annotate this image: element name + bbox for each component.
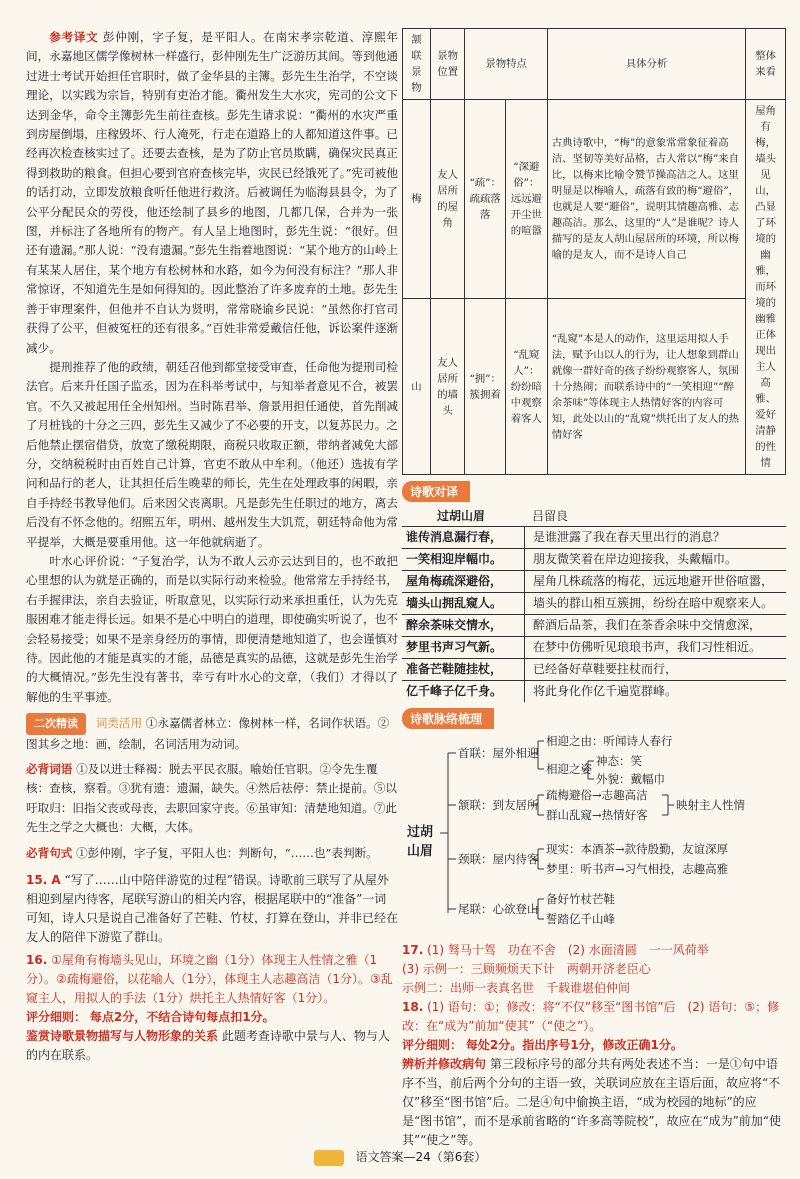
- poem-line: 屋角梅疏深避俗， 屋角几株疏落的梅花，远远地避开世俗喧嚣，: [402, 570, 786, 592]
- poem-banner: 诗歌对译: [402, 481, 470, 502]
- table-cell: 友人居所的屋角: [430, 100, 465, 299]
- second-reading-tag: 二次精读: [26, 713, 86, 734]
- tree-node: 映射主人性情: [676, 798, 745, 812]
- second-reading: [26, 713, 398, 754]
- translation-para-3: 叶水心评价说：“子复治学，认为不敢人云亦云达到目的，也不敢把心里想的认为就是正确的，而是以实际行动来检验。他常常左手持经书，右手握律法，亲自去验证，听取意见，以实际行动来承担重任，认为先克服困难才能走得长远。如果不是心中明白的道理，即使确实听说了，也不会轻易接受；如果不是亲身经历的事情，即便清楚地知道了，也会谨慎对待。因此他的才能是真实的才能，品德是真实的品德，这就是彭先生治学的大概情况。”彭先生没有著书，幸亏有叶水心的文章，（我们）才得以了解他的生平事迹。: [26, 553, 398, 704]
- answer-16: 16. ①屋角有梅墙头见山，环境之幽（1分）体现主人性情之雅（1分）。②疏梅避俗，以花喻人（1分），体现主人志趣高洁（1分）。③乱窥主人，用拟人的手法（1分）烘托主人热情好客（1分）。: [26, 953, 393, 1006]
- tree-node: 群山乱窥→热情好客: [546, 808, 648, 822]
- table-cell: “深避俗”：远远避开尘世的喧嚣: [505, 100, 547, 299]
- left-column: [26, 28, 398, 1065]
- table-cell: 古典诗歌中，“梅”的意象常常象征着高洁、坚韧等美好品格，古人常以“梅”来自比，以梅来比喻令赞节操高洁之人。这里明显是以梅喻人，疏落有致的梅“避俗”，也就是人要“避俗”，说明其情趣高雅、志趣高洁。那么，这里的“人”是谁呢？诗人描写的是友人胡山屋居所的环境，所以梅喻的是友人，而不是诗人自己: [547, 100, 745, 299]
- translation-para-2: 提刑推荐了他的政绩，朝廷召他到都堂接受审查，任命他为提刑司检法官。后来升任国子监丞，因为在科举考试中，与知举者意见不合，被罢官。不久又被起用任全州知州。当时陈君举、詹景用担任通使，首先削减了月桩钱的十分之三四，彭先生又减少了不必要的开支，以复苏民力。之后他禁止摆宿借贷，放宽了缴税期限，商税只收取正额，带纳者减免大部分，交纳税税时由百姓自己计算，官吏不敢从中牟利。（他还）选拔有学问和品行的老人，让其担任后生晚辈的师长，先生在处理政事的闲暇，亲自手持经书教导他们。后来因父丧离职。凡是彭先生任职过的地方，离去后没有不怀念他的。绍熙五年，明州、越州发生大饥荒，朝廷特命他为常平提举，大概是要重用他。这一年他就病逝了。: [26, 359, 398, 549]
- poem-title: 过胡山眉: [436, 509, 485, 523]
- tree-hanlian: 颔联：到友居所: [458, 798, 539, 812]
- bei-ju: [26, 844, 398, 863]
- table-header: 具体分析: [547, 29, 745, 100]
- structure-banner: 诗歌脉络梳理: [402, 708, 494, 729]
- answer-15: 15. A “写了……山中陪伴游览的过程”错误。诗歌前三联写了从屋外相迎到屋内待客，尾联写游山的相关内容，根据尾联中的“准备”一词可知，诗人只是说自己准备好了芒鞋、竹杖，打算在登山，并非已经在友人的陪伴下游览了群山。: [26, 873, 399, 945]
- poem-line: 准备芒鞋随挂杖， 已经备好草鞋要拄杖而行，: [402, 658, 786, 680]
- poem-line: 梦里书声习气新。 在梦中仿佛听见琅琅书声，我们习性相近。: [402, 636, 786, 658]
- answer-18-score: 评分细则： 每处2分。指出序号1分，修改正确1分。: [402, 1038, 683, 1052]
- bei-ci-label: 必背词语: [26, 762, 73, 777]
- tree-node: 相迎之由：听闻诗人春行: [546, 734, 673, 748]
- structure-tree: [402, 733, 786, 933]
- answer-17-3: (3) 示例一：三顾频烦天下计 两朝开济老臣心: [402, 962, 651, 976]
- poem-line: 墙头山拥乱窥人。 墙头的群山相互簇拥，纷纷在暗中观察来人。: [402, 592, 786, 614]
- tree-node: 备好竹杖芒鞋: [546, 892, 615, 906]
- answer-16-method: 鉴赏诗歌景物描写与人物形象的关系 此题考查诗歌中景与人、物与人的内在联系。: [26, 1029, 390, 1063]
- poem-author: 吕留良: [532, 509, 569, 523]
- bei-ci: [26, 760, 398, 838]
- answer-18-method: 辨析并修改病句 第三段标序号的部分共有两处表述不当：一是①句中语序不当，前后两个分句的主语一致，关联词应放在主语后面，故应将“不仅”移至“图书馆”后。二是④句中偷换主语，“成为校园的地标”的应是“图书馆”，而不是承前省略的“许多高等院校”，故应在“成为”前加“使其”“使之”等。: [402, 1057, 781, 1147]
- publisher-logo-icon: [314, 1150, 344, 1166]
- table-cell: “乱窥”本是人的动作，这里运用拟人手法，赋予山以人的行为，让人想象到群山就像一群好奇的孩子纷纷观察客人，氛围十分热闹；而联系诗中的“一笑相迎”“醉余茶味”等体现主人热情好客的内容可知，此处以山的“乱窥”烘托出了友人的热情好客: [547, 299, 745, 475]
- answer-17-4: 示例二：出师一表真名世 千载谁堪伯仲间: [402, 981, 631, 995]
- tree-shoulian: 首联：屋外相迎: [458, 746, 539, 760]
- tree-node: 梦里：听书声→习气相投，志趣高雅: [546, 862, 729, 876]
- table-cell: 友人居所的墙头: [430, 299, 465, 475]
- table-row: [403, 100, 786, 299]
- poem-line: 一笑相迎岸幅巾。 朋友微笑着在岸边迎接我，头戴幅巾。: [402, 548, 786, 570]
- analysis-table: [402, 28, 786, 475]
- ci-label: 词类活用: [95, 716, 143, 731]
- page-footer: [0, 1148, 800, 1166]
- table-cell: “疏”：疏疏落落: [465, 100, 505, 299]
- translation-label: 参考译文: [49, 30, 99, 44]
- ci-text: ①永嘉儒者林立：像树林一样，名词作状语。②图其乡之地：画，绘制，名词活用为动词。: [26, 716, 390, 751]
- bei-ci-text: ①及以进士释褐：脱去平民衣服。喻始任官职。②令先生覆核：查核，察看。③犹有遗：遗漏，缺失。④然后祛停：禁止提前。⑤以吁取归：旧指父丧或母丧，去职回家守丧。⑥虽审知：清楚地知道。⑦此先生之学之大概也：大概，大体。: [26, 762, 398, 835]
- tree-node: 誓踏亿千山峰: [546, 912, 615, 926]
- translation-para-1: 参考译文 彭仲刚，字子复，是平阳人。在南宋孝宗乾道、淳熙年间，永嘉地区儒学像树林一样盛行，彭仲刚先生广泛游历其间。等到他通过进士考试开始担任官职时，做了金华县的主簿。彭先生生治学，不空谈理论，以实践为宗旨，特别有吏治才能。衢州发生大水灾，宪司的公文下达到金华，命令主簿彭先生前往查核。彭先生请求说：“衢州的水灾严重到房屋倒塌，庄稼毁坏、行人淹死，行走在道路上的人都知道这件事。已经再次检查核实过了。还要去查核，是为了防止官员欺瞒，确保灾民真正得到救助的粮食。但担心要到官府查核完毕，灾民已经饿死了。”宪司被他的话打动，立即发放粮食听任他进行救济。后被调任为临海县县令，为了公平分配民众的劳役，他还绘制了县乡的地图，几都几保，合并为一张图，并标注了各地所有的物产。有人呈上地图时，彭先生说：“很好。但还有遗漏。”那人说：“没有遗漏。”彭先生指着地图说：“某个地方的山岭上有某某人居住，某个地方有松树林和水路，如今为何没有标注？”那人非常惊讶，不知道先生是如何得知的。因此整治了许多废弃的土地。彭先生善于审理案件，但他并不自认为贤明，常常晓谕乡民说：“虽然你打官司获得了公平，但被冤枉的还有很多。”百姓非常爱戴信任他，诉讼案件逐渐减少。: [26, 30, 398, 355]
- table-cell: “乱窥人”：纷纷暗中观察着客人: [505, 299, 547, 475]
- table-header: 景物特点: [465, 29, 547, 100]
- table-header: 景物位置: [430, 29, 465, 100]
- poem-line: 谁传消息漏行春， 是谁泄露了我在春天里出行的消息？: [402, 526, 786, 548]
- table-cell: “拥”：簇拥着: [465, 299, 505, 475]
- table-row: [403, 299, 786, 475]
- poem-lines: [402, 526, 786, 702]
- poem-header: [402, 506, 786, 526]
- tree-node: 外貌：戴幅巾: [596, 772, 665, 786]
- bei-ju-text: ①彭仲刚，字子复，平阳人也：判断句，“……也”表判断。: [76, 845, 378, 860]
- tree-jinglian: 颈联：屋内待客: [458, 852, 539, 866]
- right-column: [402, 28, 786, 1150]
- tree-weilian: 尾联：心欲登山: [458, 902, 539, 916]
- bei-ju-label: 必背句式: [26, 845, 73, 860]
- poem-line: 亿千峰子亿千身。 将此身化作亿千遍览群峰。: [402, 680, 786, 702]
- tree-node: 相迎之姿: [546, 762, 592, 776]
- answer-17: 17. (1) 驽马十驾 功在不舍 (2) 水面清圆 一一风荷举: [402, 943, 709, 957]
- table-header: 颔联景物: [403, 29, 431, 100]
- tree-root: 过胡山眉: [406, 825, 433, 859]
- table-header: 整体来看: [746, 29, 786, 100]
- tree-node: 神态：笑: [596, 754, 642, 768]
- table-cell: 山: [403, 299, 431, 475]
- poem-line: 醉余茶味交情水， 醉酒后品茶，我们在茶香余味中交情愈深，: [402, 614, 786, 636]
- table-header-row: [403, 29, 786, 100]
- footer-text: 语文答案—24（第6套）: [355, 1150, 487, 1164]
- tree-node: 现实：本酒茶→款待殷勤，友谊深厚: [546, 842, 729, 856]
- answer-18: 18. (1) 语句：①；修改：将“不仅”移至“图书馆”后 (2) 语句：⑤；修改：在“成为”前加“使其”（“使之”）。: [402, 1000, 780, 1033]
- table-cell-overall: 屋角有梅，墙头见山，凸显了环境的幽雅，而环境的幽雅正体现出主人高雅、爱好清静的性情: [746, 100, 786, 475]
- table-cell: 梅: [403, 100, 431, 299]
- answer-16-score: 评分细则： 每点2分，不结合诗句每点扣1分。: [26, 1010, 275, 1025]
- tree-node: 疏梅避俗→志趣高洁: [546, 788, 648, 802]
